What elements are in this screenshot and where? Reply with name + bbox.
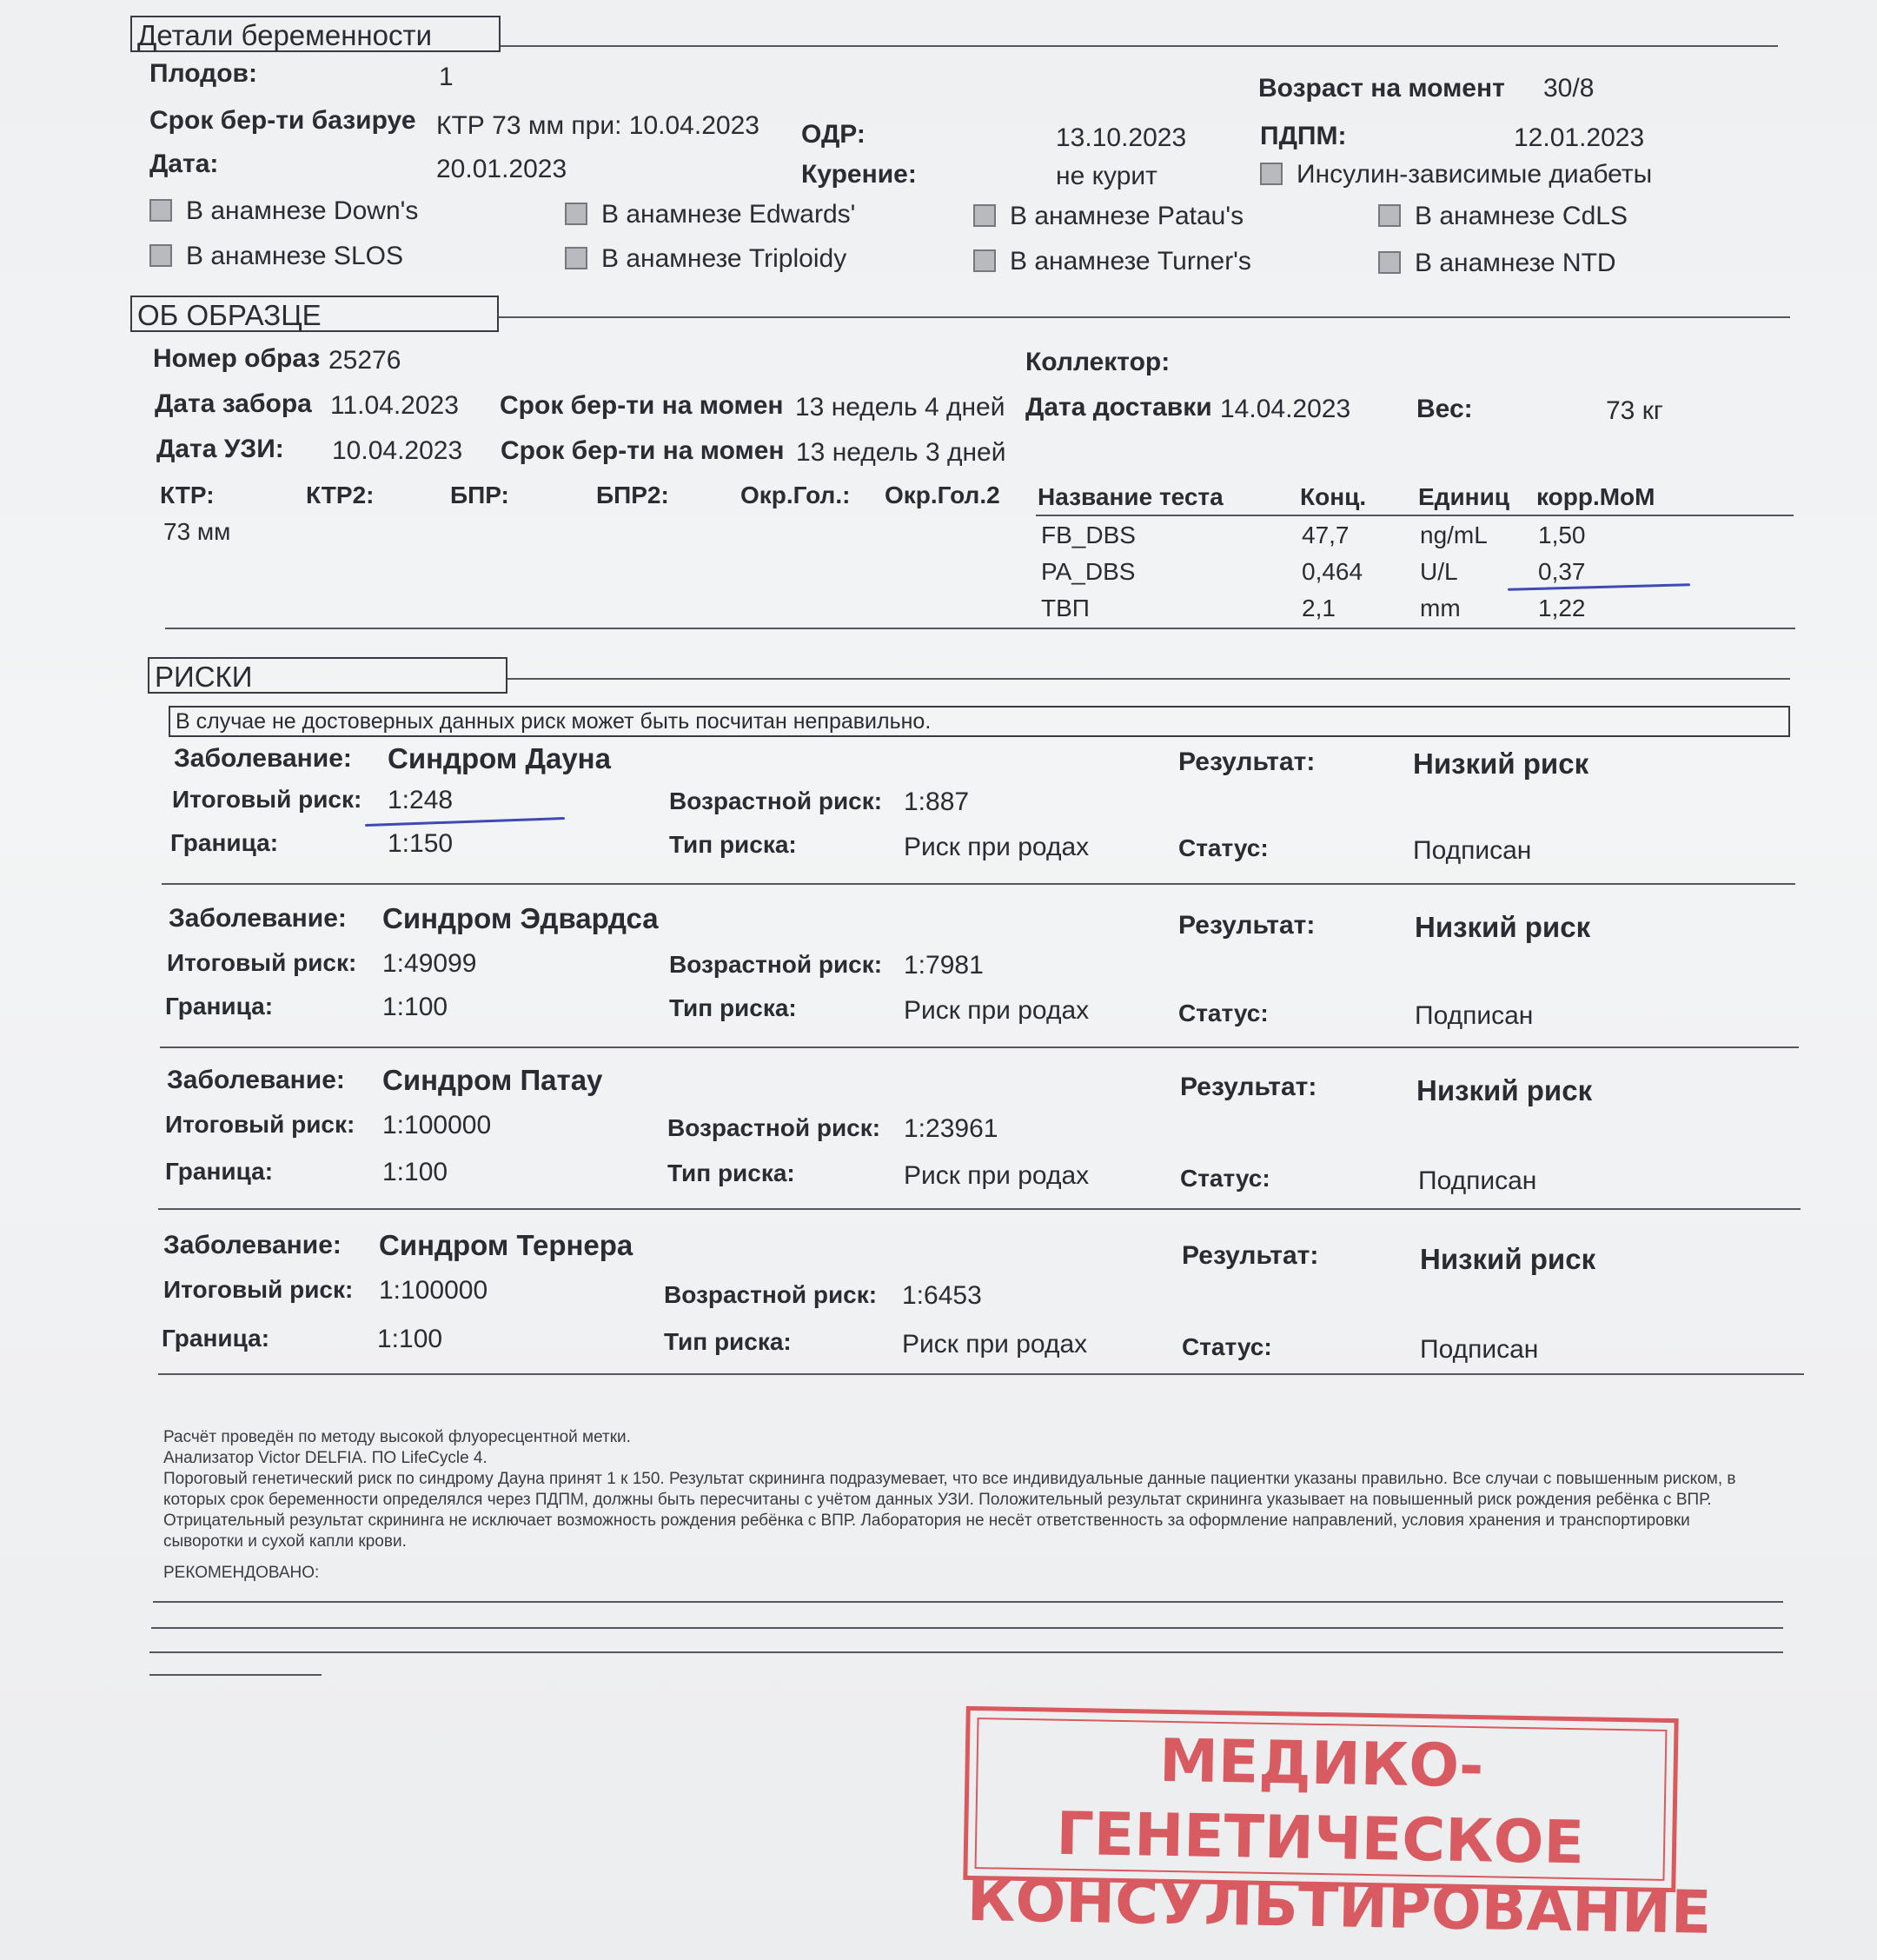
term-at-label: Срок бер-ти на момен [500,391,784,420]
pregnancy-section-title: Детали беременности [130,16,501,52]
test-unit: ng/mL [1420,522,1488,548]
test-conc: 47,7 [1302,522,1350,548]
test-conc: 2,1 [1302,595,1336,621]
risks-warning: В случае не достоверных данных риск может быть посчитан неправильно. [169,706,1790,737]
result-label: Результат: [1178,911,1316,940]
test-name: PA_DBS [1041,558,1136,585]
date-value: 20.01.2023 [436,155,567,183]
age-value: 30/8 [1543,74,1595,103]
risk-type-label: Тип риска: [667,1159,795,1186]
test-name: ТВП [1041,595,1090,621]
ktr-value: 73 мм [163,518,231,545]
disease-label: Заболевание: [174,744,352,773]
cutoff-label: Граница: [162,1325,270,1352]
disease-name: Синдром Эдвардса [382,902,659,934]
recommendation-line [151,1627,1783,1629]
term-at-value: 13 недель 3 дней [796,438,1006,467]
insulin-label: Инсулин-зависимые диабеты [1297,160,1653,189]
anamnesis-label: В анамнезе SLOS [186,242,403,270]
test-name-header: Название теста [1038,483,1224,510]
risk-type-label: Тип риска: [669,994,797,1021]
cutoff-label: Граница: [165,1158,274,1185]
stamp-line: КОНСУЛЬТИРОВАНИЕ [966,1865,1713,1948]
anamnesis-checkbox [149,244,172,267]
sample-section-title: ОБ ОБРАЗЦЕ [130,296,499,332]
recommendation-line [153,1601,1783,1603]
result-label: Результат: [1180,1073,1317,1101]
disease-label: Заболевание: [167,1066,345,1094]
test-mom: 1,50 [1538,522,1586,548]
ktr-header: КТР: [160,482,215,508]
odr-label: ОДР: [801,120,866,149]
divider [162,883,1795,885]
collect-date-label: Дата забора [155,389,312,418]
total-risk-label: Итоговый риск: [172,786,362,813]
status-value: Подписан [1415,1001,1534,1030]
status-label: Статус: [1180,1165,1270,1192]
risk-type-label: Тип риска: [669,831,797,858]
anamnesis-label: В анамнезе NTD [1415,249,1616,277]
anamnesis-label: В анамнезе CdLS [1415,202,1628,230]
weight-label: Вес: [1416,395,1473,423]
anamnesis-label: В анамнезе Patau's [1010,202,1244,230]
result-value: Низкий риск [1413,747,1589,780]
method-note: Расчёт проведён по методу высокой флуоресцентной метки. [163,1428,631,1446]
status-label: Статус: [1178,834,1269,861]
status-value: Подписан [1413,836,1532,865]
anamnesis-checkbox [1378,251,1401,274]
stamp-line: МЕДИКО-ГЕНЕТИЧЕСКОЕ [1055,1726,1585,1878]
anamnesis-label: В анамнезе Triploidy [601,244,847,273]
smoking-label: Курение: [801,160,917,189]
disease-name: Синдром Дауна [388,742,611,774]
anamnesis-checkbox [1378,204,1401,227]
result-label: Результат: [1182,1241,1319,1270]
divider [499,316,1790,318]
cutoff-value: 1:100 [382,993,448,1021]
age-risk-label: Возрастной риск: [669,787,883,814]
pen-underline-mark [1508,583,1690,590]
head-circ-header: Окр.Гол.: [740,482,851,508]
age-risk-label: Возрастной риск: [667,1114,881,1141]
analyzer-note: Анализатор Victor DELFIA. ПО LifeCycle 4. [163,1449,487,1467]
anamnesis-label: В анамнезе Turner's [1010,247,1251,276]
bpr2-header: БПР2: [596,482,669,508]
total-risk-value: 1:49099 [382,949,477,978]
age-risk-value: 1:7981 [904,951,984,980]
us-date-value: 10.04.2023 [332,436,463,465]
age-risk-value: 1:23961 [904,1114,998,1143]
anamnesis-label: В анамнезе Down's [186,196,419,225]
divider [501,45,1778,47]
disease-name: Синдром Тернера [379,1229,633,1261]
term-at-value: 13 недель 4 дней [795,393,1005,422]
anamnesis-checkbox [973,249,996,272]
total-risk-label: Итоговый риск: [165,1111,355,1138]
test-unit: U/L [1420,558,1458,585]
fetuses-label: Плодов: [149,59,257,88]
cutoff-value: 1:100 [382,1158,448,1186]
result-value: Низкий риск [1415,911,1591,943]
insulin-checkbox [1260,163,1283,185]
status-value: Подписан [1418,1166,1537,1195]
sample-number-label: Номер образ [153,344,321,373]
test-conc-header: Конц. [1300,483,1367,510]
anamnesis-checkbox [565,247,587,269]
anamnesis-checkbox [149,199,172,222]
result-value: Низкий риск [1416,1074,1593,1106]
fetuses-value: 1 [439,63,454,91]
test-unit: mm [1420,595,1461,621]
risk-type-value: Риск при родах [904,996,1090,1025]
anamnesis-label: В анамнезе Edwards' [601,200,856,229]
delivery-label: Дата доставки [1025,393,1212,422]
disease-name: Синдром Патау [382,1064,603,1096]
bpr-header: БПР: [450,482,509,508]
recommendation-line [149,1674,322,1676]
divider [165,628,1795,629]
total-risk-label: Итоговый риск: [167,949,357,976]
disease-label: Заболевание: [169,904,347,933]
pen-underline-mark [365,817,565,827]
test-name: FB_DBS [1041,522,1136,548]
pdpm-value: 12.01.2023 [1514,123,1645,152]
test-conc: 0,464 [1302,558,1363,585]
test-mom: 1,22 [1538,595,1586,621]
total-risk-value: 1:100000 [379,1276,488,1305]
anamnesis-checkbox [973,204,996,227]
divider [507,678,1790,680]
cutoff-label: Граница: [165,993,274,1020]
divider [160,1046,1799,1048]
collect-date-value: 11.04.2023 [330,391,459,420]
age-risk-value: 1:887 [904,787,970,816]
anamnesis-checkbox [565,203,587,225]
cutoff-label: Граница: [170,829,279,856]
divider [1036,515,1794,516]
status-label: Статус: [1178,1000,1269,1027]
odr-value: 13.10.2023 [1056,123,1187,152]
divider [158,1373,1804,1375]
total-risk-value: 1:248 [388,786,454,814]
term-basis-value: КТР 73 мм при: 10.04.2023 [436,111,759,140]
term-basis-label: Срок бер-ти базируе [149,106,416,135]
disease-label: Заболевание: [163,1231,342,1259]
smoking-value: не курит [1056,162,1157,190]
status-label: Статус: [1182,1333,1272,1360]
us-date-label: Дата УЗИ: [156,435,284,463]
risk-type-value: Риск при родах [904,1161,1090,1190]
sample-number-value: 25276 [328,346,401,375]
head-circ2-header: Окр.Гол.2 [885,482,1000,508]
test-unit-header: Единиц [1418,483,1509,510]
test-mom-header: корр.МоМ [1536,483,1655,510]
pdpm-label: ПДПМ: [1260,122,1347,150]
recommended-label: РЕКОМЕНДОВАНО: [163,1564,320,1582]
age-risk-label: Возрастной риск: [669,951,883,978]
age-label: Возраст на момент [1258,74,1505,103]
total-risk-label: Итоговый риск: [163,1276,354,1303]
age-risk-value: 1:6453 [902,1281,982,1310]
weight-value: 73 кг [1606,396,1663,425]
total-risk-value: 1:100000 [382,1111,492,1139]
test-mom: 0,37 [1538,558,1586,585]
result-value: Низкий риск [1420,1243,1596,1275]
date-label: Дата: [149,149,219,178]
disclaimer-note: Пороговый генетический риск по синдрому Дауна принят 1 к 150. Результат скрининга подразумевает, что все индивидуальные данные пациентки указаны правильно. Все случаи с повышенным риском, в которых срок беременности определялся через ПДПМ, должны быть пересчитаны с учётом данных УЗИ. Положительный результат скрининга указывает на повышенный риск рождения ребёнка с ВПР. Отрицательный результат скрининга не исключает возможность рождения ребёнка с ВПР. Лаборатория не несёт ответственность за оформление направлений, условия хранения и транспортировки сыворотки и сухой капли крови. [163,1470,1736,1551]
collector-label: Коллектор: [1025,348,1171,376]
age-risk-label: Возрастной риск: [664,1281,878,1308]
cutoff-value: 1:150 [388,829,454,858]
risk-type-label: Тип риска: [664,1328,792,1355]
ktr2-header: КТР2: [306,482,375,508]
delivery-value: 14.04.2023 [1220,395,1351,423]
risks-section-title: РИСКИ [148,657,507,694]
cutoff-value: 1:100 [377,1325,443,1353]
risk-type-value: Риск при родах [904,833,1090,861]
risk-type-value: Риск при родах [902,1330,1088,1359]
result-label: Результат: [1178,747,1316,776]
status-value: Подписан [1420,1335,1539,1364]
term-at-label: Срок бер-ти на момен [501,436,785,465]
recommendation-line [149,1651,1783,1653]
divider [158,1208,1801,1210]
clinic-stamp [963,1706,1713,1948]
